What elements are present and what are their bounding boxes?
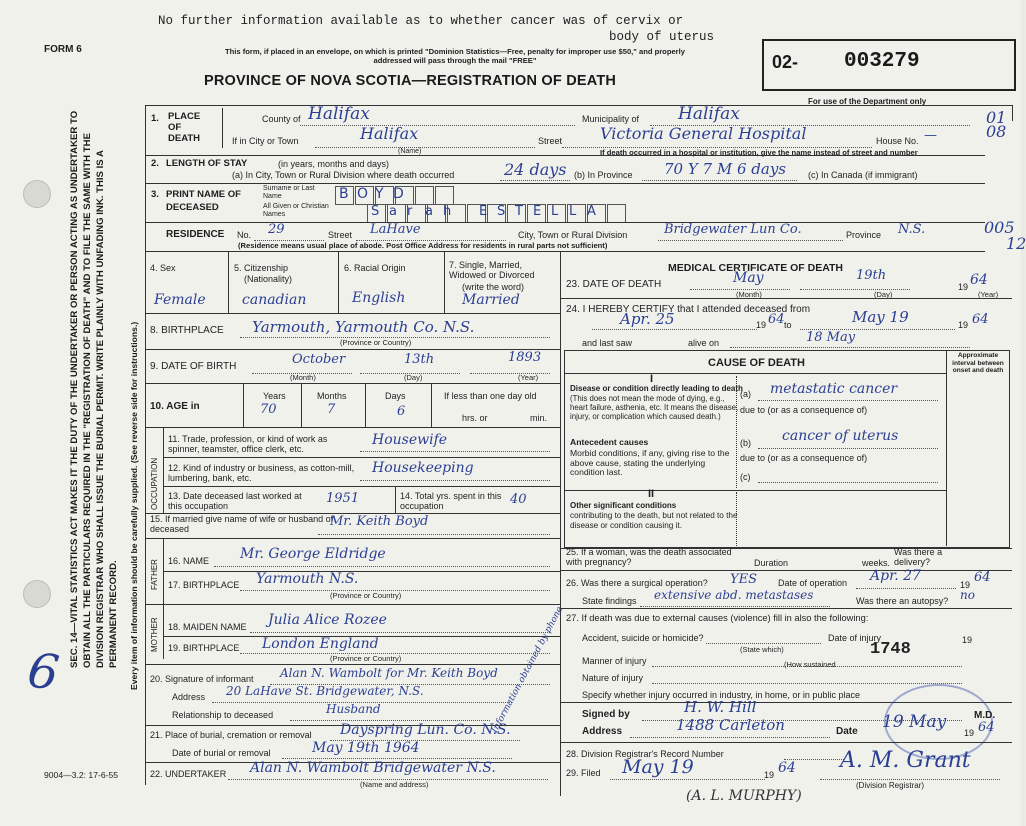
roman-1: I — [650, 373, 654, 385]
residence-no-label: No. — [237, 230, 252, 240]
residence-street-label: Street — [328, 230, 353, 240]
father-name-label: 16. NAME — [168, 556, 210, 566]
lastworked-value: 1951 — [326, 491, 360, 506]
line — [800, 289, 910, 290]
form-code: 9004—3.2: 17-6-55 — [44, 770, 119, 780]
given-letter: T — [515, 204, 523, 219]
age-days: 6 — [397, 404, 406, 419]
residence-no: 29 — [268, 222, 285, 237]
given-letter: S — [497, 204, 506, 219]
duration-label: Duration — [754, 558, 789, 568]
hrs-label: hrs. or — [462, 413, 488, 423]
informant-value: Alan N. Wambolt for Mr. Keith Boyd — [280, 666, 498, 680]
attended-from: Apr. 25 — [620, 310, 675, 328]
sex-value: Female — [154, 292, 206, 308]
lastsaw-label: and last saw — [582, 338, 633, 348]
row-divider — [145, 155, 985, 156]
row-divider — [145, 604, 560, 605]
mother-side-label: MOTHER — [150, 617, 159, 652]
surname-letter: D — [393, 186, 404, 202]
divider — [301, 383, 302, 427]
surgical-label: 26. Was there a surgical operation? — [566, 578, 708, 588]
row-divider — [145, 427, 560, 428]
house-value: — — [924, 128, 937, 143]
line — [758, 482, 938, 483]
registrar-signature: A. M. Grant — [840, 748, 971, 773]
registration-number: 003279 — [844, 50, 920, 73]
birthplace-value: Yarmouth, Yarmouth Co. N.S. — [252, 318, 475, 336]
cause-b: cancer of uterus — [782, 428, 899, 444]
injury-date-label: Date of injury — [828, 633, 882, 643]
frame-top — [145, 105, 1012, 106]
antecedent-note: Morbid conditions, if any, giving rise to the above cause, stating the underlying condition last. — [570, 448, 730, 477]
dod-month-caption: (Month) — [736, 290, 762, 299]
dod-year-prefix: 19 — [958, 282, 969, 292]
informant-label: 20. Signature of informant — [150, 674, 254, 684]
divider — [163, 427, 164, 513]
dept-code: 08 — [986, 122, 1007, 141]
months-label: Months — [317, 391, 347, 401]
residence-city-label: City, Town or Rural Division — [518, 230, 628, 240]
mother-birthplace: London England — [262, 636, 379, 652]
given-letter: S — [371, 204, 380, 219]
stay-c-label: (c) In Canada (if immigrant) — [808, 170, 918, 180]
form-label: FORM 6 — [44, 44, 82, 55]
disease-label: Disease or condition directly leading to death — [570, 384, 743, 393]
surname-letter: B — [339, 186, 349, 202]
nature-label: Nature of injury — [582, 673, 644, 683]
line — [706, 643, 821, 644]
lt-day-label: If less than one day old — [444, 391, 537, 401]
signed-label: Signed by — [582, 709, 630, 720]
line — [730, 347, 970, 348]
roman-2: II — [648, 488, 655, 500]
manner-label: Manner of injury — [582, 656, 647, 666]
divider — [946, 350, 947, 546]
addr-value: 1488 Carleton — [676, 716, 785, 734]
op-date: Apr. 27 — [870, 568, 921, 584]
given-letter: A — [587, 204, 596, 219]
undertaker-caption: (Name and address) — [360, 780, 429, 789]
line — [360, 451, 550, 452]
dept-code: 01 — [986, 108, 1007, 127]
industry-value: Housekeeping — [372, 460, 474, 476]
street-value: Victoria General Hospital — [600, 124, 807, 143]
line — [282, 758, 512, 759]
date-value: 19 May — [882, 712, 947, 732]
county-label: County of — [262, 114, 301, 124]
line — [820, 779, 1000, 780]
row-divider — [145, 183, 985, 184]
form-title: PROVINCE OF NOVA SCOTIA—REGISTRATION OF DEATH — [204, 73, 617, 89]
row-divider — [560, 298, 1012, 299]
father-side-label: FATHER — [150, 559, 159, 590]
divider — [365, 383, 366, 427]
injury-year-prefix: 19 — [962, 635, 973, 645]
line — [610, 779, 765, 780]
op-year: 64 — [974, 570, 991, 585]
line — [630, 737, 830, 738]
from-year-prefix: 19 — [756, 320, 767, 330]
to-label: to — [784, 320, 792, 330]
certify-label: 24. I HEREBY CERTIFY that I attended deceased from — [566, 304, 811, 315]
dob-year: 1893 — [508, 350, 542, 365]
relation-label: Relationship to deceased — [172, 710, 274, 720]
mother-name: Julia Alice Rozee — [268, 612, 387, 628]
years-label: Years — [263, 391, 286, 401]
stay-a-label: (a) In City, Town or Rural Division where death occurred — [232, 170, 455, 180]
top-note-line1: No further information available as to whether cancer was of cervix or — [158, 14, 684, 28]
industry-label: 12. Kind of industry or business, as cotton-mill, lumbering, bank, etc. — [168, 463, 355, 483]
house-label: House No. — [876, 136, 919, 146]
filed-label: 29. Filed — [566, 768, 601, 778]
to-year-prefix: 19 — [958, 320, 969, 330]
line — [640, 606, 830, 607]
county-value: Halifax — [308, 104, 370, 124]
month-caption: (Month) — [290, 373, 316, 382]
specify-label: Specify whether injury occurred in industry, in home, or in public place — [582, 690, 860, 700]
divider — [338, 251, 339, 313]
citizenship-note: (Nationality) — [244, 274, 293, 284]
father-bp-caption: (Province or Country) — [330, 591, 402, 600]
line — [758, 400, 938, 401]
md-label: M.D. — [974, 710, 996, 721]
address-label: Address — [172, 692, 206, 702]
age-years: 70 — [260, 402, 277, 417]
divider — [243, 383, 244, 427]
name-num: 3. — [151, 189, 159, 200]
row-divider — [163, 457, 560, 458]
stay-a-value: 24 days — [504, 160, 567, 179]
line — [500, 180, 570, 181]
divider — [228, 251, 229, 313]
line — [658, 240, 843, 241]
surname-letter: O — [357, 186, 369, 202]
attended-from-year: 64 — [768, 312, 785, 327]
father-birthplace-label: 17. BIRTHPLACE — [168, 580, 240, 590]
line — [300, 125, 575, 126]
divider — [163, 538, 164, 659]
divider — [431, 383, 432, 427]
frame-left — [145, 105, 146, 785]
mother-name-label: 18. MAIDEN NAME — [168, 622, 247, 632]
line — [315, 147, 535, 148]
dob-month: October — [292, 352, 346, 367]
op-date-label: Date of operation — [778, 578, 848, 588]
row-divider — [163, 571, 560, 572]
line — [758, 448, 938, 449]
stay-label: LENGTH OF STAY — [166, 158, 248, 169]
sex-label: 4. Sex — [150, 263, 176, 273]
other-note: contributing to the death, but not related to the disease or condition causing it. — [570, 511, 738, 530]
relation-value: Husband — [326, 702, 381, 716]
department-use-label: For use of the Department only — [808, 97, 927, 106]
phone-note: Information obtained by phone — [490, 605, 566, 735]
dob-day: 13th — [404, 352, 435, 367]
dod-day-caption: (Day) — [874, 290, 893, 299]
b-prefix: (b) — [740, 438, 751, 448]
date-year: 64 — [978, 720, 995, 735]
line — [642, 180, 797, 181]
punch-hole — [23, 580, 51, 608]
row-divider — [145, 349, 560, 350]
accident-label: Accident, suicide or homicide? — [582, 633, 704, 643]
divreg-label: 28. Division Registrar's Record Number — [566, 749, 724, 759]
min-label: min. — [530, 413, 548, 423]
line — [360, 480, 550, 481]
dept-code: 12 — [1006, 234, 1026, 253]
date-label: Date — [836, 726, 858, 737]
citizenship-label: 5. Citizenship — [234, 263, 289, 273]
given-letter: E — [479, 204, 488, 219]
surname-label: Surname or Last Name — [263, 185, 315, 200]
lastsaw-value: 18 May — [806, 330, 856, 345]
lastsaw-mid: alive on — [688, 338, 720, 348]
place-num: 1. — [151, 113, 159, 124]
line — [214, 566, 550, 567]
registration-number-box — [762, 39, 1016, 91]
punch-hole — [23, 180, 51, 208]
margin-mark: 6 — [24, 642, 63, 702]
stay-b-label: (b) In Province — [574, 170, 633, 180]
father-name: Mr. George Eldridge — [240, 546, 386, 562]
hospital-note: If death occurred in a hospital or institution, give the name instead of street and number — [600, 148, 918, 157]
line — [856, 588, 956, 589]
residence-street: LaHave — [370, 222, 421, 237]
date-year-prefix: 19 — [964, 728, 975, 738]
interval-label: Approximate interval between onset and death — [952, 352, 1004, 374]
divider — [395, 486, 396, 513]
line — [318, 534, 550, 535]
autopsy-label: Was there an autopsy? — [856, 596, 949, 606]
row-divider — [560, 570, 1012, 571]
due-to-label: due to (or as a consequence of) — [740, 453, 868, 463]
occupation-side-label: OCCUPATION — [150, 457, 159, 510]
spouse-label: 15. If married give name of wife or husband of deceased — [150, 514, 334, 534]
age-months: 7 — [327, 402, 336, 417]
burial-date-label: Date of burial or removal — [172, 748, 271, 758]
marital-note: (write the word) — [462, 282, 525, 292]
op-year-prefix: 19 — [960, 580, 971, 590]
lastworked-label: 13. Date deceased last worked at this occupation — [168, 491, 302, 511]
dod-year-caption: (Year) — [978, 290, 999, 299]
dept-code: 005 — [984, 218, 1015, 237]
row-divider — [145, 538, 560, 539]
given-letter: a — [389, 204, 397, 219]
envelope-notice: This form, if placed in an envelope, on which is printed "Dominion Statistics—Free, penalty for improper use $50," and properly addressed will pass through the mail "FREE" — [225, 47, 685, 65]
antecedent-label: Antecedent causes — [570, 437, 649, 447]
race-label: 6. Racial Origin — [344, 263, 406, 273]
dod-label: 23. DATE OF DEATH — [566, 279, 662, 290]
row-divider — [145, 664, 560, 665]
given-letter: L — [551, 204, 559, 219]
undertaker-value: Alan N. Wambolt Bridgewater N.S. — [250, 760, 496, 776]
filed-year: 64 — [778, 760, 796, 776]
stay-note: (in years, months and days) — [278, 159, 390, 169]
age-label: 10. AGE in — [150, 401, 200, 412]
days-label: Days — [385, 391, 406, 401]
line — [592, 329, 757, 330]
row-divider — [145, 383, 560, 384]
residence-note: (Residence means usual place of abode. Post Office Address for residents in rural parts not sufficient) — [238, 241, 608, 250]
street-label: Street — [538, 136, 563, 146]
name-label: PRINT NAME OF DECEASED — [166, 189, 241, 213]
medical-heading: MEDICAL CERTIFICATE OF DEATH — [668, 262, 843, 274]
municipality-value: Halifax — [678, 104, 740, 124]
burial-date: May 19th 1964 — [312, 740, 420, 756]
given-letter: a — [425, 204, 433, 219]
row-divider — [560, 608, 1012, 609]
autopsy-value: no — [960, 588, 975, 602]
divider — [736, 376, 737, 488]
race-value: English — [352, 290, 406, 306]
row-divider — [163, 486, 560, 487]
dod-month: May — [733, 270, 764, 286]
divider — [222, 108, 223, 148]
dob-label: 9. DATE OF BIRTH — [150, 361, 237, 372]
filed-value: May 19 — [622, 756, 694, 778]
a-prefix: (a) — [740, 389, 751, 399]
registration-prefix: 02- — [772, 52, 799, 72]
findings-value: extensive abd. metastases — [654, 588, 814, 602]
vital-statistics-notice: SEC. 14—VITAL STATISTICS ACT MAKES IT THE DUTY OF THE UNDERTAKER OR PERSON ACTING AS UNDERTAKER TO OBTAIN ALL THE PARTICULARS REQUIRED IN THE "REGISTRATION OF DEATH" AND TO FILE THE SAME WITH THE DIVISION REGISTRAR WHO SHALL ISSUE THE BURIAL PERMIT. WRITE PLAINLY WITH UNFADING INK. THIS IS A PERMANENT RECORD. — [69, 110, 119, 668]
row-divider — [564, 373, 946, 374]
while-caption: (State which) — [740, 645, 784, 654]
dod-day: 19th — [856, 268, 887, 283]
father-birthplace: Yarmouth N.S. — [256, 571, 359, 587]
how-caption: (How sustained — [784, 660, 836, 669]
spouse-value: Mr. Keith Boyd — [330, 514, 429, 529]
attended-to: May 19 — [852, 308, 909, 326]
given-letter: r — [407, 204, 413, 219]
c-prefix: (c) — [740, 472, 751, 482]
divider — [736, 492, 737, 546]
row-divider — [145, 313, 560, 314]
citizenship-value: canadian — [242, 292, 307, 308]
cause-heading: CAUSE OF DEATH — [708, 357, 805, 369]
side-notice-small: Every item of information should be carefully supplied. (See reverse side for instructions.) — [129, 321, 139, 690]
addr-label: Address — [582, 726, 623, 737]
cause-a: metastatic cancer — [770, 381, 898, 397]
row-divider — [560, 742, 1012, 743]
other-label: Other significant conditions — [570, 501, 677, 510]
birthplace-label: 8. BIRTHPLACE — [150, 325, 224, 336]
day-caption: (Day) — [404, 373, 423, 382]
column-divider — [560, 251, 561, 796]
line — [652, 683, 962, 684]
residence-city: Bridgewater Lun Co. — [664, 222, 802, 237]
stay-b-value: 70 Y 7 M 6 days — [664, 160, 786, 178]
trade-label: 11. Trade, profession, or kind of work as spinner, teamster, office clerk, etc. — [168, 434, 328, 454]
signed-value: H. W. Hill — [684, 698, 757, 716]
record-stamp: 1748 — [870, 640, 911, 659]
registrar-name: (A. L. MURPHY) — [686, 788, 802, 804]
stay-num: 2. — [151, 158, 159, 169]
row-divider — [564, 490, 946, 491]
residence-label: RESIDENCE — [166, 229, 225, 240]
surname-letter: Y — [375, 186, 384, 202]
given-label: All Given or Christian Names — [263, 203, 329, 218]
registrar-caption: (Division Registrar) — [856, 781, 925, 790]
trade-value: Housewife — [372, 432, 448, 448]
line — [290, 720, 490, 721]
top-note-line2: body of uterus — [609, 30, 715, 44]
marital-value: Married — [462, 292, 520, 308]
residence-province-label: Province — [846, 230, 882, 240]
place-label: PLACE OF DEATH — [168, 111, 201, 144]
dod-year: 64 — [970, 272, 988, 288]
totalyrs-label: 14. Total yrs. spent in this occupation — [400, 491, 502, 511]
due-to-label: due to (or as a consequence of) — [740, 405, 868, 415]
findings-label: State findings — [582, 596, 637, 606]
year-caption: (Year) — [518, 373, 539, 382]
city-label: If in City or Town — [232, 136, 299, 146]
delivery-label: Was there a delivery? — [894, 547, 943, 567]
frame-right — [1012, 105, 1013, 121]
mother-birthplace-label: 19. BIRTHPLACE — [168, 643, 240, 653]
given-letter: h — [443, 204, 452, 219]
city-value: Halifax — [360, 124, 419, 143]
residence-province: N.S. — [898, 222, 926, 237]
given-value — [371, 204, 605, 219]
attended-to-year: 64 — [972, 312, 989, 327]
address-value: 20 LaHave St. Bridgewater, N.S. — [226, 684, 424, 698]
municipality-label: Municipality of — [582, 114, 640, 124]
disease-note: (This does not mean the mode of dying, e.g., heart failure, asthenia, etc. It means the disease, injury, or complication which caused death.) — [570, 394, 739, 421]
given-letter: L — [569, 204, 577, 219]
undertaker-label: 22. UNDERTAKER — [150, 769, 227, 779]
weeks-label: weeks. — [862, 558, 891, 568]
surname-value — [339, 186, 411, 202]
burial-label: 21. Place of burial, cremation or removal — [150, 730, 312, 740]
surgical-value: YES — [730, 572, 757, 587]
filed-year-prefix: 19 — [764, 770, 775, 780]
given-letter: E — [533, 204, 542, 219]
divider — [444, 251, 445, 313]
birthplace-caption: (Province or Country) — [340, 338, 412, 347]
external-label: 27. If death was due to external causes (violence) fill in also the following: — [566, 613, 869, 623]
name-caption: (Name) — [398, 148, 422, 155]
row-divider — [145, 251, 985, 252]
line — [250, 632, 550, 633]
mother-bp-caption: (Province or Country) — [330, 654, 402, 663]
pregnancy-label: 25. If a woman, was the death associated with pregnancy? — [566, 547, 732, 567]
marital-label: 7. Single, Married, Widowed or Divorced — [449, 260, 535, 280]
totalyrs-value: 40 — [510, 492, 527, 507]
burial-value: Dayspring Lun. Co. N.S. — [340, 722, 511, 738]
